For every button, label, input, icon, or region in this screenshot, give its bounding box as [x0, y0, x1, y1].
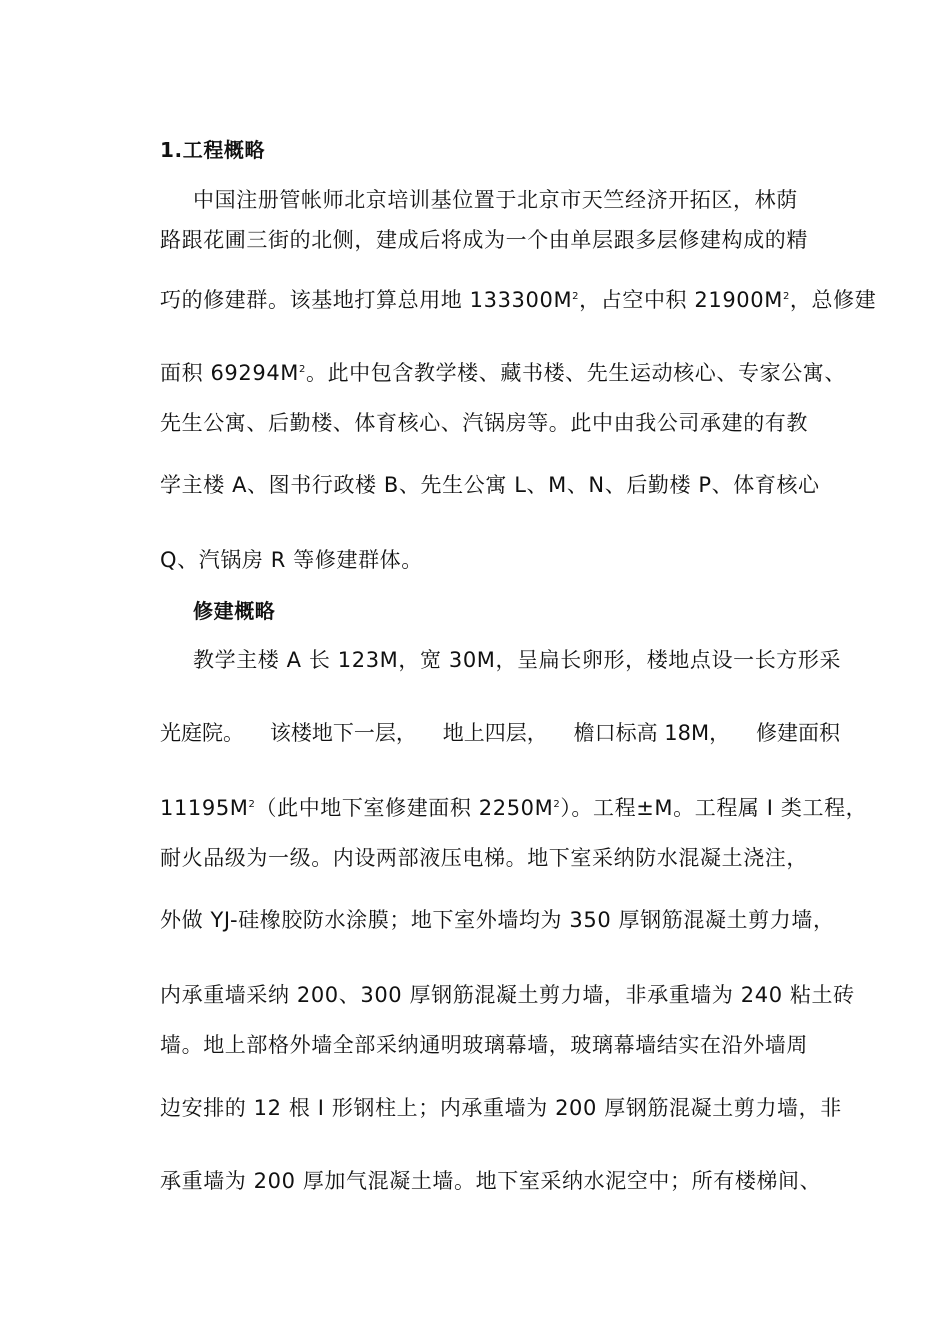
- paragraph-line: 墙。地上部格外墙全部采纳通明玻璃幕墙，玻璃幕墙结实在沿外墙周: [160, 1033, 808, 1057]
- paragraph-line: 耐火品级为一级。内设两部液压电梯。地下室采纳防水混凝土浇注，: [160, 846, 808, 870]
- section-heading-building-overview: 修建概略: [193, 599, 276, 623]
- paragraph-line: 先生公寓、后勤楼、体育核心、汽锅房等。此中由我公司承建的有教: [160, 411, 808, 435]
- paragraph-line: $11195M^2$（此中地下室修建面积 $2250M^2$）。工程±M。工程属 I 类工程，: [160, 796, 868, 820]
- paragraph-line: 巧的修建群。该基地打算总用地 $133300M^2$，占空中积 $21900M^2$，总修建: [160, 288, 877, 312]
- paragraph-line: 光庭院。 该楼地下一层， 地上四层， 檐口标高 18M， 修建面积: [160, 721, 840, 745]
- paragraph-line: 学主楼 A、图书行政楼 B、先生公寓 L、M、N、后勤楼 P、体育核心: [160, 473, 820, 497]
- paragraph-line: 边安排的 12 根 I 形钢柱上；内承重墙为 200 厚钢筋混凝土剪力墙，非: [160, 1096, 842, 1120]
- paragraph-line: 面积 $69294M^2$。此中包含教学楼、藏书楼、先生运动核心、专家公寓、: [160, 361, 846, 385]
- section-heading-project-overview: 1.工程概略: [160, 138, 266, 162]
- paragraph-line: 中国注册管帐师北京培训基位置于北京市天竺经济开拓区，林荫: [193, 188, 798, 212]
- paragraph-line: 外做 YJ-硅橡胶防水涂膜；地下室外墙均为 350 厚钢筋混凝土剪力墙，: [160, 908, 835, 932]
- paragraph-line: 路跟花圃三街的北侧，建成后将成为一个由单层跟多层修建构成的精: [160, 228, 808, 252]
- paragraph-line: Q、汽锅房 R 等修建群体。: [160, 548, 423, 572]
- paragraph-line: 教学主楼 A 长 123M，宽 30M，呈扁长卵形，楼地点设一长方形采: [193, 648, 842, 672]
- paragraph-line: 内承重墙采纳 200、300 厚钢筋混凝土剪力墙，非承重墙为 240 粘土砖: [160, 983, 855, 1007]
- paragraph-line: 承重墙为 200 厚加气混凝土墙。地下室采纳水泥空中；所有楼梯间、: [160, 1169, 822, 1193]
